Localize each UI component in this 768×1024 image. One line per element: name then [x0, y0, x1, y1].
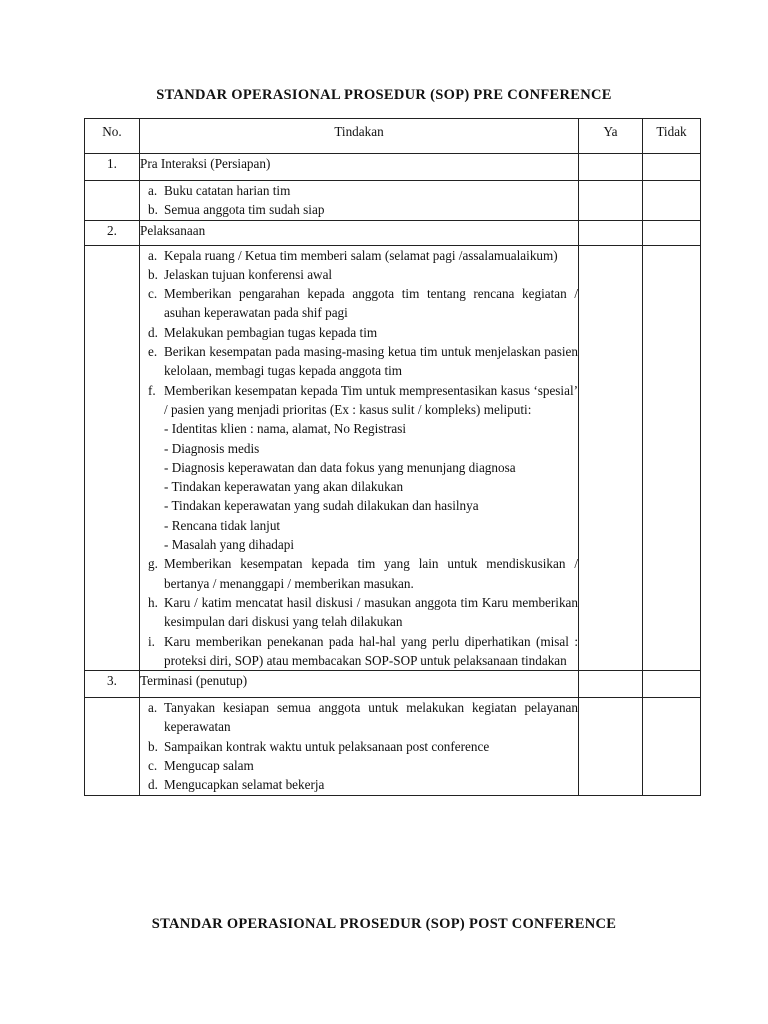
list-item: g. Memberikan kesempatan kepada tim yang lain untuk mendiskusikan / bertanya / menanggapi / memberikan masukan.: [148, 556, 578, 591]
sub-list-item: - Identitas klien : nama, alamat, No Registrasi: [164, 421, 407, 437]
section-title: Pelaksanaan: [140, 220, 579, 245]
item-list: [140, 246, 578, 671]
page-title-post-conference: STANDAR OPERASIONAL PROSEDUR (SOP) POST CONFERENCE: [151, 916, 617, 932]
items-row-3: [85, 698, 701, 795]
item-list: [140, 181, 578, 220]
sub-list-item: - Masalah yang dihadapi: [164, 537, 295, 553]
ya-cell: [579, 698, 643, 795]
tidak-cell: [643, 698, 701, 795]
section-number: 3.: [85, 671, 140, 698]
list-item: c. Memberikan pengarahan kepada anggota tim tentang rencana kegiatan / asuhan keperawatan pada shif pagi: [148, 286, 578, 321]
list-item: b. Sampaikan kontrak waktu untuk pelaksanaan post conference: [148, 738, 490, 754]
ya-cell: [579, 245, 643, 671]
list-item: d. Mengucapkan selamat bekerja: [148, 777, 325, 793]
list-item: a. Buku catatan harian tim: [148, 183, 291, 198]
item-f-text: Memberikan kesempatan kepada Tim untuk mempresentasikan kasus ‘spesial’ / pasien yang menjadi prioritas (Ex : kasus sulit / kompleks) meliputi:: [164, 382, 578, 417]
page-title-pre-conference: STANDAR OPERASIONAL PROSEDUR (SOP) PRE CONFERENCE: [156, 87, 612, 103]
list-item: f. Memberikan kesempatan kepada Tim untuk mempresentasikan kasus ‘spesial’ / pasien yang menjadi prioritas (Ex : kasus sulit / kompleks) meliputi: - Identitas klien : nama, alamat, No Registrasi - Diagnosis medis - Diagnosis keperawatan dan data fokus yang menunjang diagnosa - Tindakan keperawatan yang akan dilakukan - Tindakan keperawatan yang sudah dilakukan dan hasilnya - Rencana tidak lanjut - Masalah yang dihadapi: [140, 381, 578, 555]
items-cell: [140, 698, 579, 795]
list-item: a. Kepala ruang / Ketua tim memberi salam (selamat pagi /assalamualaikum): [148, 247, 558, 263]
list-item: b. Semua anggota tim sudah siap: [148, 202, 325, 218]
items-row-1: [85, 181, 701, 221]
items-cell: [140, 245, 579, 671]
sub-list-item: - Diagnosis medis: [164, 440, 260, 456]
sub-list: [164, 419, 578, 554]
sub-list-item: - Tindakan keperawatan yang akan dilakukan: [164, 479, 404, 495]
empty-no-cell: [85, 698, 140, 795]
list-item: d. Melakukan pembagian tugas kepada tim: [148, 324, 378, 340]
ya-cell: [579, 671, 643, 698]
items-row-2: [85, 245, 701, 671]
table-header-row: [85, 119, 701, 154]
tidak-cell: [643, 220, 701, 245]
ya-cell: [579, 154, 643, 181]
section-number: 2.: [85, 220, 140, 245]
section-row-3: [85, 671, 701, 698]
header-ya: Ya: [579, 119, 643, 154]
empty-no-cell: [85, 245, 140, 671]
item-list: [140, 698, 578, 794]
sub-list-item: - Diagnosis keperawatan dan data fokus yang menunjang diagnosa: [164, 459, 516, 475]
tidak-cell: [643, 671, 701, 698]
tidak-cell: [643, 245, 701, 671]
header-tindakan: Tindakan: [140, 119, 579, 154]
ya-cell: [579, 220, 643, 245]
section-number: 1.: [85, 154, 140, 181]
sop-table: [84, 118, 701, 796]
tidak-cell: [643, 181, 701, 221]
list-item: a. Tanyakan kesiapan semua anggota untuk melakukan kegiatan pelayanan keperawatan: [148, 700, 578, 735]
sub-list-item: - Rencana tidak lanjut: [164, 517, 281, 533]
list-item: e. Berikan kesempatan pada masing-masing ketua tim untuk menjelaskan pasien kelolaan, membagi tugas kepada anggota tim: [148, 344, 578, 379]
header-no: No.: [85, 119, 140, 154]
header-tidak: Tidak: [643, 119, 701, 154]
empty-no-cell: [85, 181, 140, 221]
section-title: Pra Interaksi (Persiapan): [140, 154, 579, 181]
section-title: Terminasi (penutup): [140, 671, 579, 698]
tidak-cell: [643, 154, 701, 181]
list-item: b. Jelaskan tujuan konferensi awal: [148, 266, 333, 282]
items-cell: [140, 181, 579, 221]
ya-cell: [579, 181, 643, 221]
list-item: h. Karu / katim mencatat hasil diskusi / masukan anggota tim Karu memberikan kesimpulan dari diskusi yang telah dilakukan: [148, 594, 578, 630]
list-item: i. Karu memberikan penekanan pada hal-hal yang perlu diperhatikan (misal : proteksi diri, SOP) atau membacakan SOP-SOP untuk pelaksanaan tindakan: [148, 633, 578, 668]
sub-list-item: - Tindakan keperawatan yang sudah dilakukan dan hasilnya: [164, 498, 479, 514]
section-row-1: [85, 154, 701, 181]
section-row-2: [85, 220, 701, 245]
list-item: c. Mengucap salam: [148, 758, 254, 774]
